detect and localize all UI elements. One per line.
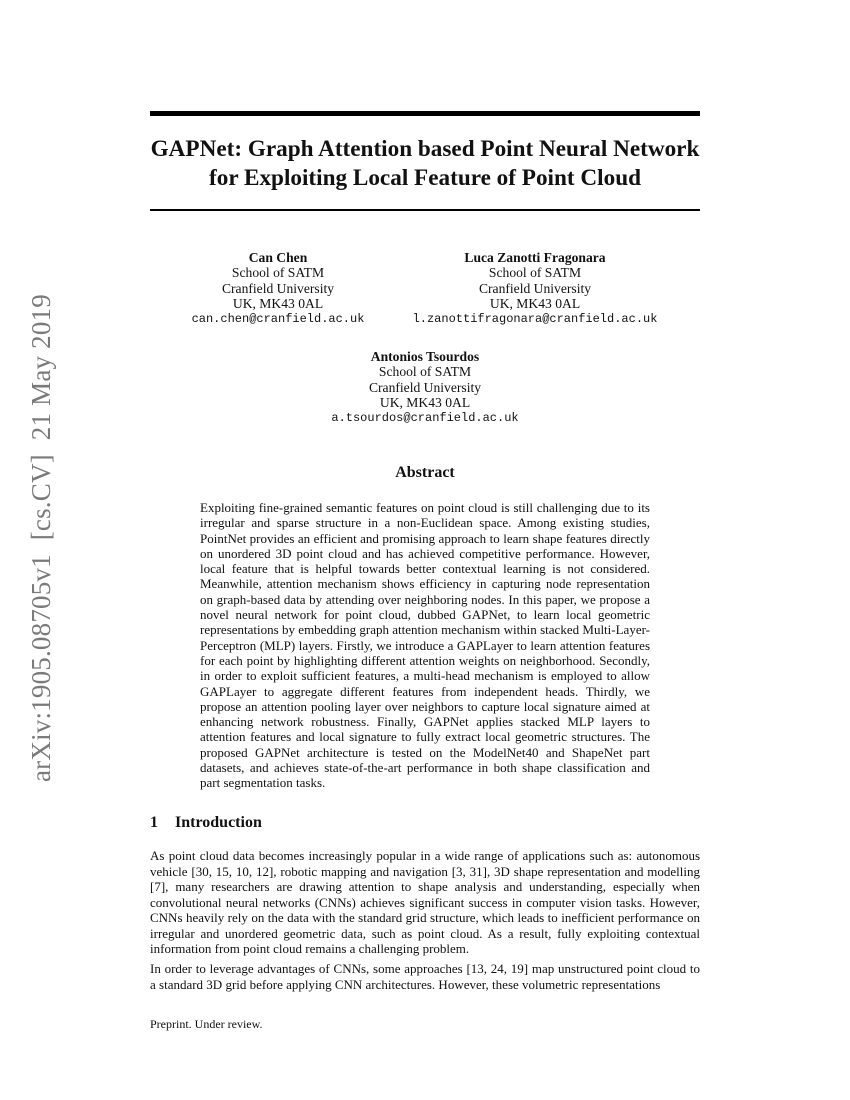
section-title: Introduction bbox=[175, 814, 262, 831]
arxiv-identifier: arXiv:1905.08705v1 [cs.CV] 21 May 2019 bbox=[26, 294, 56, 782]
title-bottom-rule bbox=[150, 209, 700, 211]
footer-note: Preprint. Under review. bbox=[150, 1017, 263, 1031]
author-univ: Cranfield University bbox=[221, 280, 335, 296]
author-univ: Cranfield University bbox=[478, 280, 592, 296]
author-address: UK, MK43 0AL bbox=[489, 296, 581, 312]
author-block bbox=[405, 250, 665, 327]
abstract-heading: Abstract bbox=[395, 464, 455, 481]
body-paragraph: In order to leverage advantages of CNNs, some approaches [13, 24, 19] map unstructured point cloud to a standard 3D grid before applying CNN architectures. However, these volumetric representations bbox=[150, 961, 700, 992]
author-dept: School of SATM bbox=[231, 265, 325, 281]
author-name: Antonios Tsourdos bbox=[370, 349, 480, 364]
section-number: 1 bbox=[150, 814, 158, 831]
author-block bbox=[178, 250, 378, 327]
abstract-text: Exploiting fine-grained semantic features on point cloud is still challenging due to its irregular and sparse structure in a non-Euclidean space. Among existing studies, PointNet provides an efficient and promising approach to learn shape features directly on unordered 3D point cloud and has achieved competitive performance. However, local feature that is helpful towards better contextual learning is not considered. Meanwhile, attention mechanism shows efficiency in capturing node representation on graph-based data by attending over neighboring nodes. In this paper, we propose a novel neural network for point cloud, dubbed GAPNet, to learn local geometric representations by embedding graph attention mechanism within stacked Multi-Layer-Perceptron (MLP) layers. Firstly, we introduce a GAPLayer to learn attention features for each point by highlighting different attention weights on neighborhood. Secondly, in order to exploit sufficient features, a multi-head mechanism is employed to allow GAPLayer to aggregate different features from independent heads. Thirdly, we propose an attention pooling layer over neighbors to capture local signature aimed at enhancing network robustness. Finally, GAPNet applies stacked MLP layers to attention features and local signature to fully extract local geometric structures. The proposed GAPNet architecture is tested on the ModelNet40 and ShapeNet part datasets, and achieves state-of-the-art performance in both shape classification and part segmentation tasks. bbox=[200, 500, 650, 791]
author-block bbox=[315, 349, 535, 426]
author-address: UK, MK43 0AL bbox=[232, 296, 324, 312]
author-address: UK, MK43 0AL bbox=[379, 395, 471, 411]
paper-title: GAPNet: Graph Attention based Point Neural Network for Exploiting Local Feature of Point Cloud bbox=[150, 136, 700, 191]
author-name: Can Chen bbox=[248, 250, 308, 265]
author-dept: School of SATM bbox=[378, 364, 472, 380]
section-heading bbox=[150, 814, 262, 832]
author-dept: School of SATM bbox=[488, 265, 582, 281]
author-univ: Cranfield University bbox=[368, 379, 482, 395]
body-paragraph: As point cloud data becomes increasingly popular in a wide range of applications such as: autonomous vehicle [30, 15, 10, 12], robotic mapping and navigation [3, 31], 3D shape representation and modelling [7], many researchers are drawing attention to shape analysis and understanding, especially when convolutional neural networks (CNNs) achieves significant success in computer vision tasks. However, CNNs heavily rely on the data with the standard grid structure, which leads to inefficient performance on irregular and unordered geometric data, such as point cloud. As a result, fully exploiting contextual information from point cloud remains a challenging problem. bbox=[150, 848, 700, 956]
author-email: can.chen@cranfield.ac.uk bbox=[191, 311, 365, 326]
title-top-rule bbox=[150, 111, 700, 116]
author-name: Luca Zanotti Fragonara bbox=[464, 250, 606, 265]
author-email: a.tsourdos@cranfield.ac.uk bbox=[331, 410, 519, 425]
author-email: l.zanottifragonara@cranfield.ac.uk bbox=[412, 311, 658, 326]
